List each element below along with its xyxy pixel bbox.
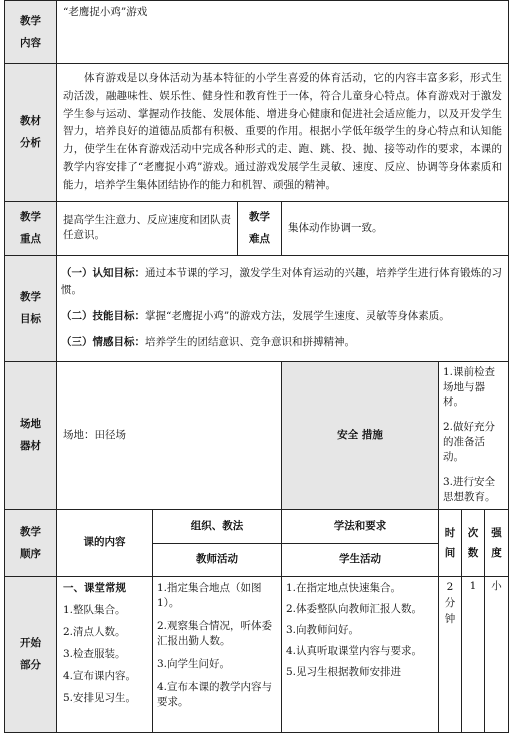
content-label: 教学 内容 [5,1,57,64]
start-intensity: 小 [485,576,509,732]
order-label: 教学 顺序 [5,509,57,576]
venue-row [5,361,509,509]
goal-cognitive: （一）认知目标：通过本节课的学习，激发学生对体育运动的兴趣，培养学生进行体育锻炼的习惯。 [61,267,502,297]
safety-label: 安全 措施 [282,361,439,509]
start-section-label: 开始 部分 [5,576,57,732]
start-section-row [5,576,509,732]
key-points-label: 教学 重点 [5,201,57,255]
list-item: 4.认真听取课堂内容与要求。 [286,644,423,657]
teacher-activity-list [153,576,282,732]
safety-item: 2.做好充分的准备活动。 [443,420,496,463]
lesson-content-header: 课的内容 [57,509,153,576]
start-content-list [57,576,153,732]
difficulty-label: 教学 难点 [238,201,282,255]
list-item: 3.向教师问好。 [286,623,360,636]
start-content-title: 一、课堂常规 [63,581,126,594]
safety-list [439,361,509,509]
venue-value: 场地：田径场 [57,361,282,509]
list-item: 2.体委整队向教师汇报人数。 [286,602,423,615]
analysis-label: 教材 分析 [5,64,57,202]
goals-content [57,255,509,361]
list-item: 3.向学生问好。 [157,657,231,670]
list-item: 2.观察集合情况，听体委汇报出勤人数。 [157,619,273,647]
content-value: “老鹰捉小鸡”游戏 [57,1,509,64]
plan-header-row-1 [5,509,509,543]
start-time: 2 分 钟 [439,576,462,732]
lesson-plan-table [4,0,509,733]
intensity-header: 强 度 [485,509,509,576]
student-activity-header: 学生活动 [282,543,439,576]
start-count: 1 [462,576,485,732]
organization-header: 组织、教法 [153,509,282,543]
key-points-row [5,201,509,255]
goal-emotion: （三）情感目标：培养学生的团结意识、竞争意识和拼搏精神。 [61,336,355,349]
list-item: 5.见习生根据教师安排进 [286,665,402,678]
list-item: 5.安排见习生。 [63,691,137,704]
goals-row [5,255,509,361]
content-row [5,1,509,64]
teacher-activity-header: 教师活动 [153,543,282,576]
student-activity-list [282,576,439,732]
list-item: 4.宣布课内容。 [63,669,137,682]
list-item: 3.检查服装。 [63,647,126,660]
key-points-value: 提高学生注意力、反应速度和团队责任意识。 [57,201,238,255]
analysis-text: 体育游戏是以身体活动为基本特征的小学生喜爱的体育活动，它的内容丰富多彩，形式生动活泼，融趣味性、娱乐性、健身性和教育性于一体，符合儿童身心特点。体育游戏对于激发学生参与运动、掌握动作技能、发展体能、增进身心健康和促进社会适应能力，以及开发学生智力，培养良好的道德品质都有积极、重要的作用。根据小学低年级学生的身心特点和认知能力，使学生在体育游戏活动中完成各种形式的走、跑、跳、投、抛、接等动作的要求，本课的教学内容安排了“老鹰捉小鸡”游戏。通过游戏发展学生灵敏、速度、反应、协调等身体素质和能力，培养学生集体团结协作的能力和机智、顽强的精神。 [57,64,509,202]
list-item: 1.整队集合。 [63,603,126,616]
count-header: 次 数 [462,509,485,576]
goal-skill: （二）技能目标：掌握“老鹰捉小鸡”的游戏方法，发展学生速度、灵敏等身体素质。 [61,310,450,323]
goals-label: 教学 目标 [5,255,57,361]
venue-label: 场地 器材 [5,361,57,509]
safety-item: 1.课前检查场地与器材。 [443,365,496,408]
list-item: 1.指定集合地点（如图1）。 [157,581,262,609]
analysis-row [5,64,509,202]
list-item: 4.宣布本课的教学内容与要求。 [157,680,273,708]
difficulty-value: 集体动作协调一致。 [282,201,509,255]
time-header: 时 间 [439,509,462,576]
list-item: 1.在指定地点快速集合。 [286,581,402,594]
list-item: 2.清点人数。 [63,625,126,638]
safety-item: 3.进行安全思想教育。 [443,475,496,503]
method-header: 学法和要求 [282,509,439,543]
